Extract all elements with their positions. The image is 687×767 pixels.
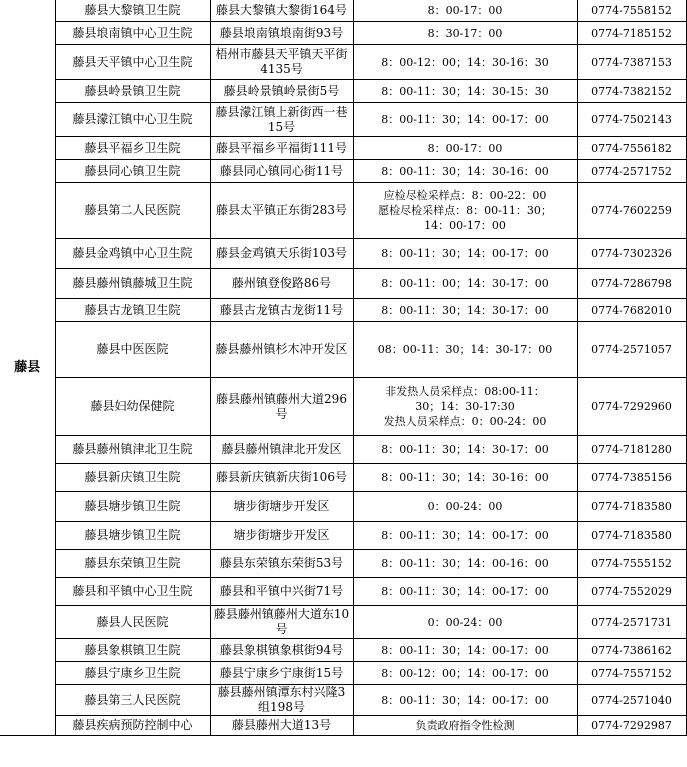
hours-line: 8：00-11：30；14：00-17：00	[381, 247, 549, 260]
hours-line: 8：00-11：30；14：00-17：00	[381, 643, 549, 657]
address-cell: 藤县平福乡平福街111号	[210, 137, 353, 160]
table-row	[0, 269, 686, 299]
county-cell: 藤县	[0, 0, 55, 736]
hours-line: 8：00-11：30；14：30-15：30	[381, 84, 549, 98]
hours-cell	[353, 322, 577, 378]
hours-line: 愿检尽检采样点：8：00-11：30；	[378, 204, 552, 217]
hours-line: 8：00-12：00；14：00-17：00	[381, 666, 549, 680]
site-name-cell: 藤县宁康乡卫生院	[55, 662, 210, 685]
hours-cell	[353, 137, 577, 160]
address-cell: 藤县岭景镇岭景街5号	[210, 80, 353, 103]
table-row	[0, 0, 686, 22]
hours-line: 14：00-17：00	[424, 219, 506, 232]
hours-line: 08：00-11：30；14：30-17：00	[377, 343, 553, 356]
address-cell: 藤县大黎镇大黎街164号	[210, 0, 353, 22]
address-cell: 藤县和平镇中兴街71号	[210, 578, 353, 606]
hours-cell	[353, 639, 577, 662]
hours-cell	[353, 464, 577, 492]
table-row	[0, 662, 686, 685]
address-cell: 藤县宁康乡宁康街15号	[210, 662, 353, 685]
phone-cell: 0774-7183580	[577, 522, 686, 550]
hours-line: 8：00-11：30；14：00-17：00	[381, 585, 549, 598]
table-row	[0, 522, 686, 550]
site-name-cell: 藤县疾病预防控制中心	[55, 716, 210, 736]
address-cell: 藤县金鸡镇天乐街103号	[210, 239, 353, 269]
site-name-cell: 藤县埌南镇中心卫生院	[55, 22, 210, 45]
table-row	[0, 103, 686, 137]
address-cell: 梧州市藤县天平镇天平街4135号	[210, 45, 353, 80]
address-cell: 藤县同心镇同心街11号	[210, 160, 353, 183]
site-name-cell: 藤县岭景镇卫生院	[55, 80, 210, 103]
phone-cell: 0774-7387153	[577, 45, 686, 80]
hours-cell	[353, 492, 577, 522]
site-name-cell: 藤县第三人民医院	[55, 685, 210, 716]
hours-line: 8：00-11：30；14：00-17：00	[381, 113, 549, 126]
hours-line: 应检尽检采样点：8：00-22：00	[383, 189, 547, 202]
phone-cell: 0774-7382152	[577, 80, 686, 103]
site-name-cell: 藤县古龙镇卫生院	[55, 299, 210, 322]
site-name-cell: 藤县藤州镇津北卫生院	[55, 436, 210, 464]
table-row	[0, 464, 686, 492]
phone-cell: 0774-7386162	[577, 639, 686, 662]
site-name-cell: 藤县和平镇中心卫生院	[55, 578, 210, 606]
phone-cell: 0774-2571057	[577, 322, 686, 378]
phone-cell: 0774-7181280	[577, 436, 686, 464]
phone-cell: 0774-7385156	[577, 464, 686, 492]
address-cell: 藤县埌南镇埌南街93号	[210, 22, 353, 45]
site-name-cell: 藤县新庆镇卫生院	[55, 464, 210, 492]
table-row	[0, 436, 686, 464]
address-cell: 藤县象棋镇象棋街94号	[210, 639, 353, 662]
phone-cell: 0774-7183580	[577, 492, 686, 522]
hours-cell	[353, 269, 577, 299]
table-row	[0, 160, 686, 183]
site-name-cell: 藤县濛江镇中心卫生院	[55, 103, 210, 137]
hours-cell	[353, 662, 577, 685]
hours-line: 8：00-17：00	[427, 3, 503, 17]
hours-line: 负责政府指令性检测	[415, 719, 515, 732]
hours-line: 8：00-11：30；14：30-17：00	[381, 443, 549, 456]
hours-cell	[353, 183, 577, 239]
table-row	[0, 378, 686, 436]
address-cell: 藤县新庆镇新庆街106号	[210, 464, 353, 492]
site-name-cell: 藤县人民医院	[55, 606, 210, 639]
table-row	[0, 183, 686, 239]
phone-cell: 0774-7557152	[577, 662, 686, 685]
hours-cell	[353, 239, 577, 269]
site-name-cell: 藤县平福乡卫生院	[55, 137, 210, 160]
phone-cell: 0774-7502143	[577, 103, 686, 137]
address-cell: 塘步街塘步开发区	[210, 522, 353, 550]
hours-line: 8：00-11：30；14：30-17：00	[381, 303, 549, 317]
hours-cell	[353, 436, 577, 464]
hours-cell	[353, 578, 577, 606]
site-name-cell: 藤县象棋镇卫生院	[55, 639, 210, 662]
hours-line: 8：30-17：00	[427, 26, 503, 40]
hours-cell	[353, 716, 577, 736]
table-row	[0, 322, 686, 378]
hours-cell	[353, 160, 577, 183]
address-cell: 藤县藤州镇藤州大道296号	[210, 378, 353, 436]
phone-cell: 0774-7602259	[577, 183, 686, 239]
table-row	[0, 639, 686, 662]
hours-cell	[353, 522, 577, 550]
site-name-cell: 藤县塘步镇卫生院	[55, 492, 210, 522]
table-row	[0, 45, 686, 80]
address-cell: 藤州镇登俊路86号	[210, 269, 353, 299]
hours-cell	[353, 45, 577, 80]
table-row	[0, 606, 686, 639]
address-cell: 塘步街塘步开发区	[210, 492, 353, 522]
hours-line: 0：00-24：00	[427, 500, 503, 513]
hours-line: 8：00-11：30；14：30-16：00	[381, 164, 549, 178]
address-cell: 藤县藤州镇潭东村兴隆3组198号	[210, 685, 353, 716]
hours-cell	[353, 299, 577, 322]
table-row	[0, 239, 686, 269]
hours-line: 8：00-11：30；14：00-17：00	[381, 529, 549, 542]
hours-line: 8：00-11：00；14：30-17：00	[381, 277, 549, 290]
address-cell: 藤县藤州镇津北开发区	[210, 436, 353, 464]
table-row	[0, 578, 686, 606]
hours-cell	[353, 606, 577, 639]
site-name-cell: 藤县东荣镇卫生院	[55, 550, 210, 578]
table-row	[0, 299, 686, 322]
hours-line: 8：00-17：00	[427, 141, 503, 155]
hours-line: 8：00-11：30；14：00-17：00	[381, 693, 549, 707]
table-row	[0, 80, 686, 103]
phone-cell: 0774-7558152	[577, 0, 686, 22]
phone-cell: 0774-7682010	[577, 299, 686, 322]
site-name-cell: 藤县妇幼保健院	[55, 378, 210, 436]
hours-line: 发热人员采样点：0：00-24：00	[383, 415, 547, 428]
address-cell: 藤县藤州镇藤州大道东10号	[210, 606, 353, 639]
phone-cell: 0774-7555152	[577, 550, 686, 578]
hours-line: 0：00-24：00	[427, 615, 503, 629]
phone-cell: 0774-7302326	[577, 239, 686, 269]
phone-cell: 0774-7185152	[577, 22, 686, 45]
table-row	[0, 22, 686, 45]
hours-line: 8：00-11：30；14：00-16：00	[381, 557, 549, 570]
phone-cell: 0774-7556182	[577, 137, 686, 160]
address-cell: 藤县藤州镇杉木冲开发区	[210, 322, 353, 378]
phone-cell: 0774-2571731	[577, 606, 686, 639]
hours-line: 非发热人员采样点：08:00-11：	[385, 385, 545, 398]
phone-cell: 0774-7292960	[577, 378, 686, 436]
address-cell: 藤县濛江镇上新街西一巷15号	[210, 103, 353, 137]
address-cell: 藤县藤州大道13号	[210, 716, 353, 736]
site-name-cell: 藤县天平镇中心卫生院	[55, 45, 210, 80]
site-name-cell: 藤县第二人民医院	[55, 183, 210, 239]
table-row	[0, 137, 686, 160]
site-name-cell: 藤县藤州镇藤城卫生院	[55, 269, 210, 299]
site-name-cell: 藤县金鸡镇中心卫生院	[55, 239, 210, 269]
address-cell: 藤县东荣镇东荣街53号	[210, 550, 353, 578]
hours-line: 8：00-12：00；14：30-16：30	[381, 55, 549, 69]
hours-cell	[353, 80, 577, 103]
hours-cell	[353, 22, 577, 45]
phone-cell: 0774-7292987	[577, 716, 686, 736]
table-row	[0, 685, 686, 716]
hours-cell	[353, 685, 577, 716]
site-name-cell: 藤县中医医院	[55, 322, 210, 378]
phone-cell: 0774-7552029	[577, 578, 686, 606]
phone-cell: 0774-7286798	[577, 269, 686, 299]
table-row	[0, 492, 686, 522]
phone-cell: 0774-2571752	[577, 160, 686, 183]
address-cell: 藤县古龙镇古龙街11号	[210, 299, 353, 322]
hours-cell	[353, 0, 577, 22]
table-row	[0, 716, 686, 736]
table-row	[0, 550, 686, 578]
hours-cell	[353, 378, 577, 436]
site-name-cell: 藤县同心镇卫生院	[55, 160, 210, 183]
site-name-cell: 藤县大黎镇卫生院	[55, 0, 210, 22]
hours-cell	[353, 550, 577, 578]
hours-line: 30；14：30-17:30	[415, 400, 515, 413]
phone-cell: 0774-2571040	[577, 685, 686, 716]
hours-cell	[353, 103, 577, 137]
address-cell: 藤县太平镇正东街283号	[210, 183, 353, 239]
hours-line: 8：00-11：30；14：30-16：00	[381, 471, 549, 484]
site-name-cell: 藤县塘步镇卫生院	[55, 522, 210, 550]
